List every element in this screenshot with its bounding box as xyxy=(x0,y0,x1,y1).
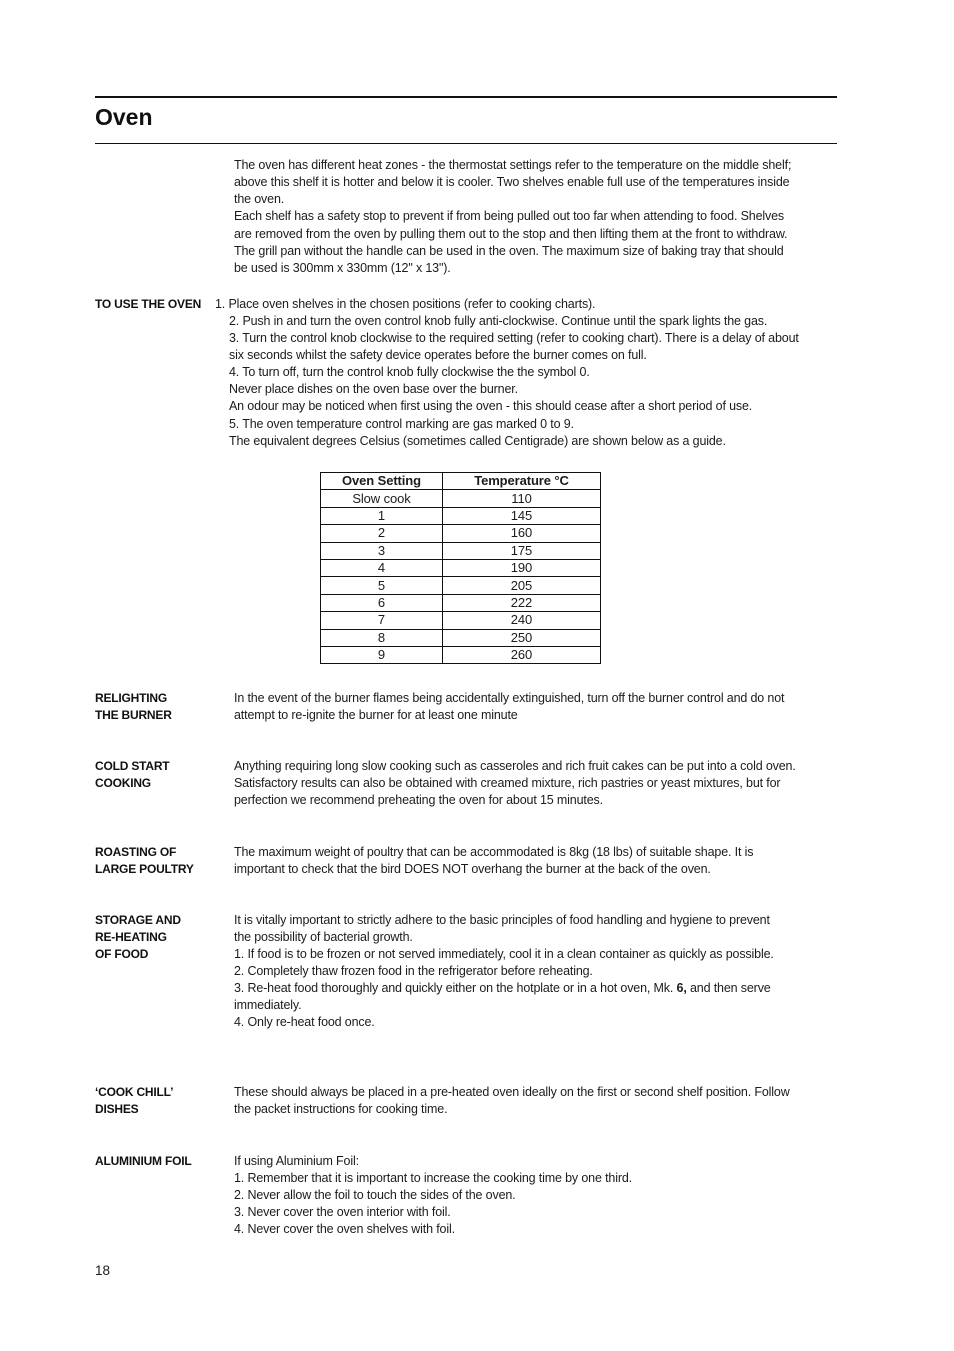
intro-line: be used is 300mm x 330mm (12" x 13"). xyxy=(234,260,451,275)
section-label-cold-start xyxy=(95,758,169,792)
section-body-cook-chill xyxy=(234,1084,790,1118)
section-label-to-use-the-oven xyxy=(95,296,201,313)
section-label-line: ROASTING OF xyxy=(95,844,177,859)
section-label-line: RELIGHTING xyxy=(95,690,167,705)
body-line: 1. If food is to be frozen or not served immediately, cool it in a clean container as quickly as possible. xyxy=(234,946,774,961)
section-label-line: STORAGE AND xyxy=(95,912,181,927)
temperature-cell: 110 xyxy=(443,490,601,507)
section-label-line: DISHES xyxy=(95,1101,139,1116)
section-label-cook-chill xyxy=(95,1084,173,1118)
table-row xyxy=(321,525,601,542)
body-line: These should always be placed in a pre-heated oven ideally on the first or second shelf position. Follow xyxy=(234,1084,790,1099)
temperature-cell: 175 xyxy=(443,542,601,559)
instruction-line: An odour may be noticed when first using the oven - this should cease after a short period of use. xyxy=(229,399,753,414)
instruction-line: 3. Turn the control knob clockwise to the required setting (refer to cooking chart). There is a delay of about xyxy=(229,330,799,345)
section-label-line: RE-HEATING xyxy=(95,929,167,944)
body-line: perfection we recommend preheating the oven for about 15 minutes. xyxy=(234,792,603,807)
oven-temperature-table xyxy=(320,472,601,664)
section-body-storage xyxy=(234,912,774,1032)
text-segment: 3. Re-heat food thoroughly and quickly either on the hotplate or in a hot oven, Mk. xyxy=(234,981,677,996)
to-use-the-oven-instructions xyxy=(215,296,799,450)
temperature-cell: 160 xyxy=(443,525,601,542)
section-body-aluminium-foil xyxy=(234,1153,632,1239)
body-line: The maximum weight of poultry that can be accommodated is 8kg (18 lbs) of suitable shape. It is xyxy=(234,844,754,859)
body-line: 4. Never cover the oven shelves with foil. xyxy=(234,1222,455,1237)
temperature-cell: 205 xyxy=(443,577,601,594)
body-line: the packet instructions for cooking time. xyxy=(234,1101,448,1116)
table-row xyxy=(321,577,601,594)
section-label-line: THE BURNER xyxy=(95,707,172,722)
page-title: Oven xyxy=(95,104,153,130)
table-header-row xyxy=(321,473,601,490)
temperature-cell: 240 xyxy=(443,612,601,629)
body-line: In the event of the burner flames being accidentally extinguished, turn off the burner control and do not xyxy=(234,690,785,705)
oven-setting-cell: 4 xyxy=(321,559,443,576)
table-row xyxy=(321,559,601,576)
oven-setting-cell: 5 xyxy=(321,577,443,594)
body-line: 2. Never allow the foil to touch the sides of the oven. xyxy=(234,1187,516,1202)
column-header-temperature: Temperature °C xyxy=(443,473,601,490)
oven-setting-cell: 1 xyxy=(321,507,443,524)
section-label-line: COOKING xyxy=(95,775,151,790)
instruction-line: 1. Place oven shelves in the chosen positions (refer to cooking charts). xyxy=(215,296,596,311)
table-row xyxy=(321,507,601,524)
table-row xyxy=(321,542,601,559)
section-label-line: TO USE THE OVEN xyxy=(95,296,202,311)
body-line: 4. Only re-heat food once. xyxy=(234,1015,375,1030)
oven-setting-cell: 7 xyxy=(321,612,443,629)
oven-setting-cell: 9 xyxy=(321,646,443,663)
text-segment: and then serve xyxy=(686,981,771,996)
temperature-cell: 260 xyxy=(443,646,601,663)
section-label-aluminium-foil xyxy=(95,1153,192,1170)
oven-setting-cell: 2 xyxy=(321,525,443,542)
intro-line: Each shelf has a safety stop to prevent if from being pulled out too far when attending to food. Shelves xyxy=(234,209,785,224)
table-row xyxy=(321,646,601,663)
body-line: Anything requiring long slow cooking such as casseroles and rich fruit cakes can be put into a cold oven. xyxy=(234,758,796,773)
intro-line: are removed from the oven by pulling them out to the stop and then lifting them at the front to withdraw. xyxy=(234,226,788,241)
section-label-roasting xyxy=(95,844,194,878)
title-bottom-rule xyxy=(95,143,837,144)
body-line: 1. Remember that it is important to increase the cooking time by one third. xyxy=(234,1170,632,1185)
section-body-roasting xyxy=(234,844,753,878)
body-line: Satisfactory results can also be obtained with creamed mixture, rich pastries or yeast mixtures, but for xyxy=(234,775,781,790)
oven-setting-cell: Slow cook xyxy=(321,490,443,507)
intro-line: the oven. xyxy=(234,192,285,207)
instruction-line: The equivalent degrees Celsius (sometimes called Centigrade) are shown below as a guide. xyxy=(229,433,726,448)
body-line: 2. Completely thaw frozen food in the refrigerator before reheating. xyxy=(234,963,593,978)
oven-setting-cell: 6 xyxy=(321,594,443,611)
oven-setting-cell: 3 xyxy=(321,542,443,559)
column-header-oven-setting: Oven Setting xyxy=(321,473,443,490)
intro-line: The oven has different heat zones - the thermostat settings refer to the temperature on the middle shelf; xyxy=(234,158,792,172)
table-row xyxy=(321,594,601,611)
section-body-relighting xyxy=(234,690,784,724)
intro-line: above this shelf it is hotter and below it is cooler. Two shelves enable full use of the temperatures inside xyxy=(234,175,790,190)
temperature-cell: 145 xyxy=(443,507,601,524)
body-line: important to check that the bird DOES NOT overhang the burner at the back of the oven. xyxy=(234,861,711,876)
table-row xyxy=(321,490,601,507)
section-body-cold-start xyxy=(234,758,796,809)
intro-paragraph xyxy=(234,157,791,277)
body-line: immediately. xyxy=(234,998,302,1013)
temperature-cell: 250 xyxy=(443,629,601,646)
instruction-line: 2. Push in and turn the oven control knob fully anti-clockwise. Continue until the spark lights the gas. xyxy=(229,313,768,328)
section-label-line: OF FOOD xyxy=(95,946,149,961)
section-label-line: ‘COOK CHILL’ xyxy=(95,1084,174,1099)
page-number: 18 xyxy=(95,1263,111,1278)
body-line: If using Aluminium Foil: xyxy=(234,1153,359,1168)
instruction-line: Never place dishes on the oven base over the burner. xyxy=(229,382,518,397)
temperature-cell: 190 xyxy=(443,559,601,576)
table-row xyxy=(321,612,601,629)
gas-mark-value: 6, xyxy=(676,981,687,996)
body-line: It is vitally important to strictly adhere to the basic principles of food handling and hygiene to prevent xyxy=(234,912,770,927)
section-label-relighting xyxy=(95,690,172,724)
instruction-line: 4. To turn off, turn the control knob fully clockwise the the symbol 0. xyxy=(229,365,590,380)
instruction-line: 5. The oven temperature control marking are gas marked 0 to 9. xyxy=(229,416,574,431)
section-label-line: ALUMINIUM FOIL xyxy=(95,1153,192,1168)
intro-line: The grill pan without the handle can be used in the oven. The maximum size of baking tray that should xyxy=(234,243,784,258)
section-label-storage xyxy=(95,912,181,963)
body-line xyxy=(234,980,774,997)
title-top-rule xyxy=(95,96,837,98)
table-row xyxy=(321,629,601,646)
temperature-cell: 222 xyxy=(443,594,601,611)
oven-setting-cell: 8 xyxy=(321,629,443,646)
section-label-line: LARGE POULTRY xyxy=(95,861,194,876)
instruction-line: six seconds whilst the safety device operates before the burner comes on full. xyxy=(229,347,647,362)
body-line: the possibility of bacterial growth. xyxy=(234,929,413,944)
body-line: attempt to re-ignite the burner for at least one minute xyxy=(234,707,518,722)
body-line: 3. Never cover the oven interior with foil. xyxy=(234,1204,451,1219)
section-label-line: COLD START xyxy=(95,758,170,773)
